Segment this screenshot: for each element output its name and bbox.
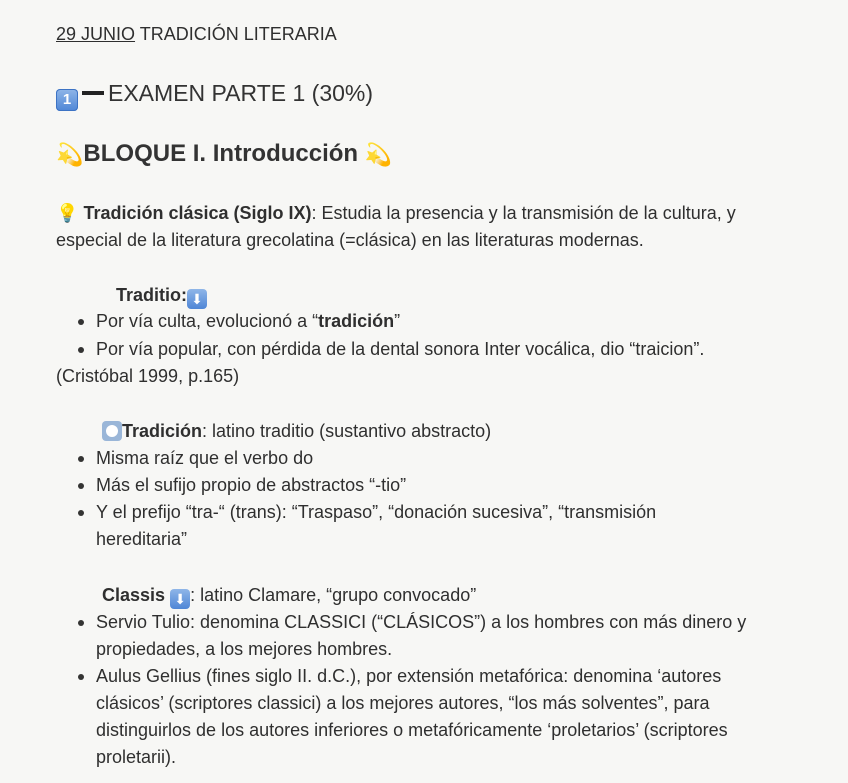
intro-line-1 [56, 200, 736, 226]
intro-text-1: : Estudia la presencia y la transmisión de la cultura, y [311, 203, 736, 223]
date-label: 29 JUNIO [56, 24, 136, 44]
intro-term: Tradición clásica (Siglo IX) [83, 203, 312, 223]
list-item: Y el prefijo “tra-“ (trans): “Traspaso”, “donación sucesiva”, “transmisión [96, 499, 656, 526]
list-item-continued: hereditaria” [96, 529, 188, 549]
traditio-heading [116, 282, 207, 309]
dizzy-icon: 💫 [56, 142, 84, 167]
list-item: Misma raíz que el verbo do [96, 445, 313, 472]
dizzy-icon: 💫 [364, 142, 393, 167]
block-title: BLOQUE I. Introducción [83, 140, 359, 167]
note-header [56, 21, 337, 47]
lightbulb-icon: 💡 [56, 203, 79, 223]
block-heading [56, 138, 392, 171]
citation: (Cristóbal 1999, p.165) [56, 366, 240, 386]
classis-term: Classis [102, 585, 166, 605]
exam-heading [56, 77, 373, 111]
list-item: Por vía culta, evolucionó a “tradición” [96, 308, 400, 335]
exam-title: EXAMEN PARTE 1 (30%) [108, 80, 374, 106]
traditio-term: Traditio: [116, 285, 187, 305]
list-item-continued: proletarii). [96, 747, 177, 767]
list-item: Más el sufijo propio de abstractos “-tio” [96, 472, 406, 499]
classis-heading [102, 582, 476, 609]
down-arrow-icon: ⬇ [170, 589, 190, 609]
tradicion-heading [102, 418, 491, 444]
list-item: Servio Tulio: denomina CLASSICI (“CLÁSICOS”) a los hombres con más dinero y [96, 609, 746, 636]
list-item: Aulus Gellius (fines siglo II. d.C.), por extensión metafórica: denomina ‘autores [96, 663, 721, 690]
keycap-one-icon: 1 [56, 89, 78, 111]
list-item-continued: distinguirlos de los autores inferiores o metafóricamente ‘proletarios’ (scriptores [96, 720, 728, 740]
classis-text: : latino Clamare, “grupo convocado” [190, 585, 477, 605]
record-button-icon [102, 421, 122, 441]
intro-line-2: especial de la literatura grecolatina (=clásica) en las literaturas modernas. [56, 230, 644, 250]
down-arrow-icon: ⬇ [187, 289, 207, 309]
list-item-continued: clásicos’ (scriptores classici) a los mejores autores, “los más solventes”, para [96, 693, 710, 713]
list-item: Por vía popular, con pérdida de la dental sonora Inter vocálica, dio “traicion”. [96, 336, 704, 363]
tradicion-text: : latino traditio (sustantivo abstracto) [202, 421, 492, 441]
heavy-minus-icon [82, 91, 104, 95]
list-item-continued: propiedades, a los mejores hombres. [96, 639, 393, 659]
subject-label: TRADICIÓN LITERARIA [139, 24, 337, 44]
tradicion-term: Tradición [122, 421, 203, 441]
